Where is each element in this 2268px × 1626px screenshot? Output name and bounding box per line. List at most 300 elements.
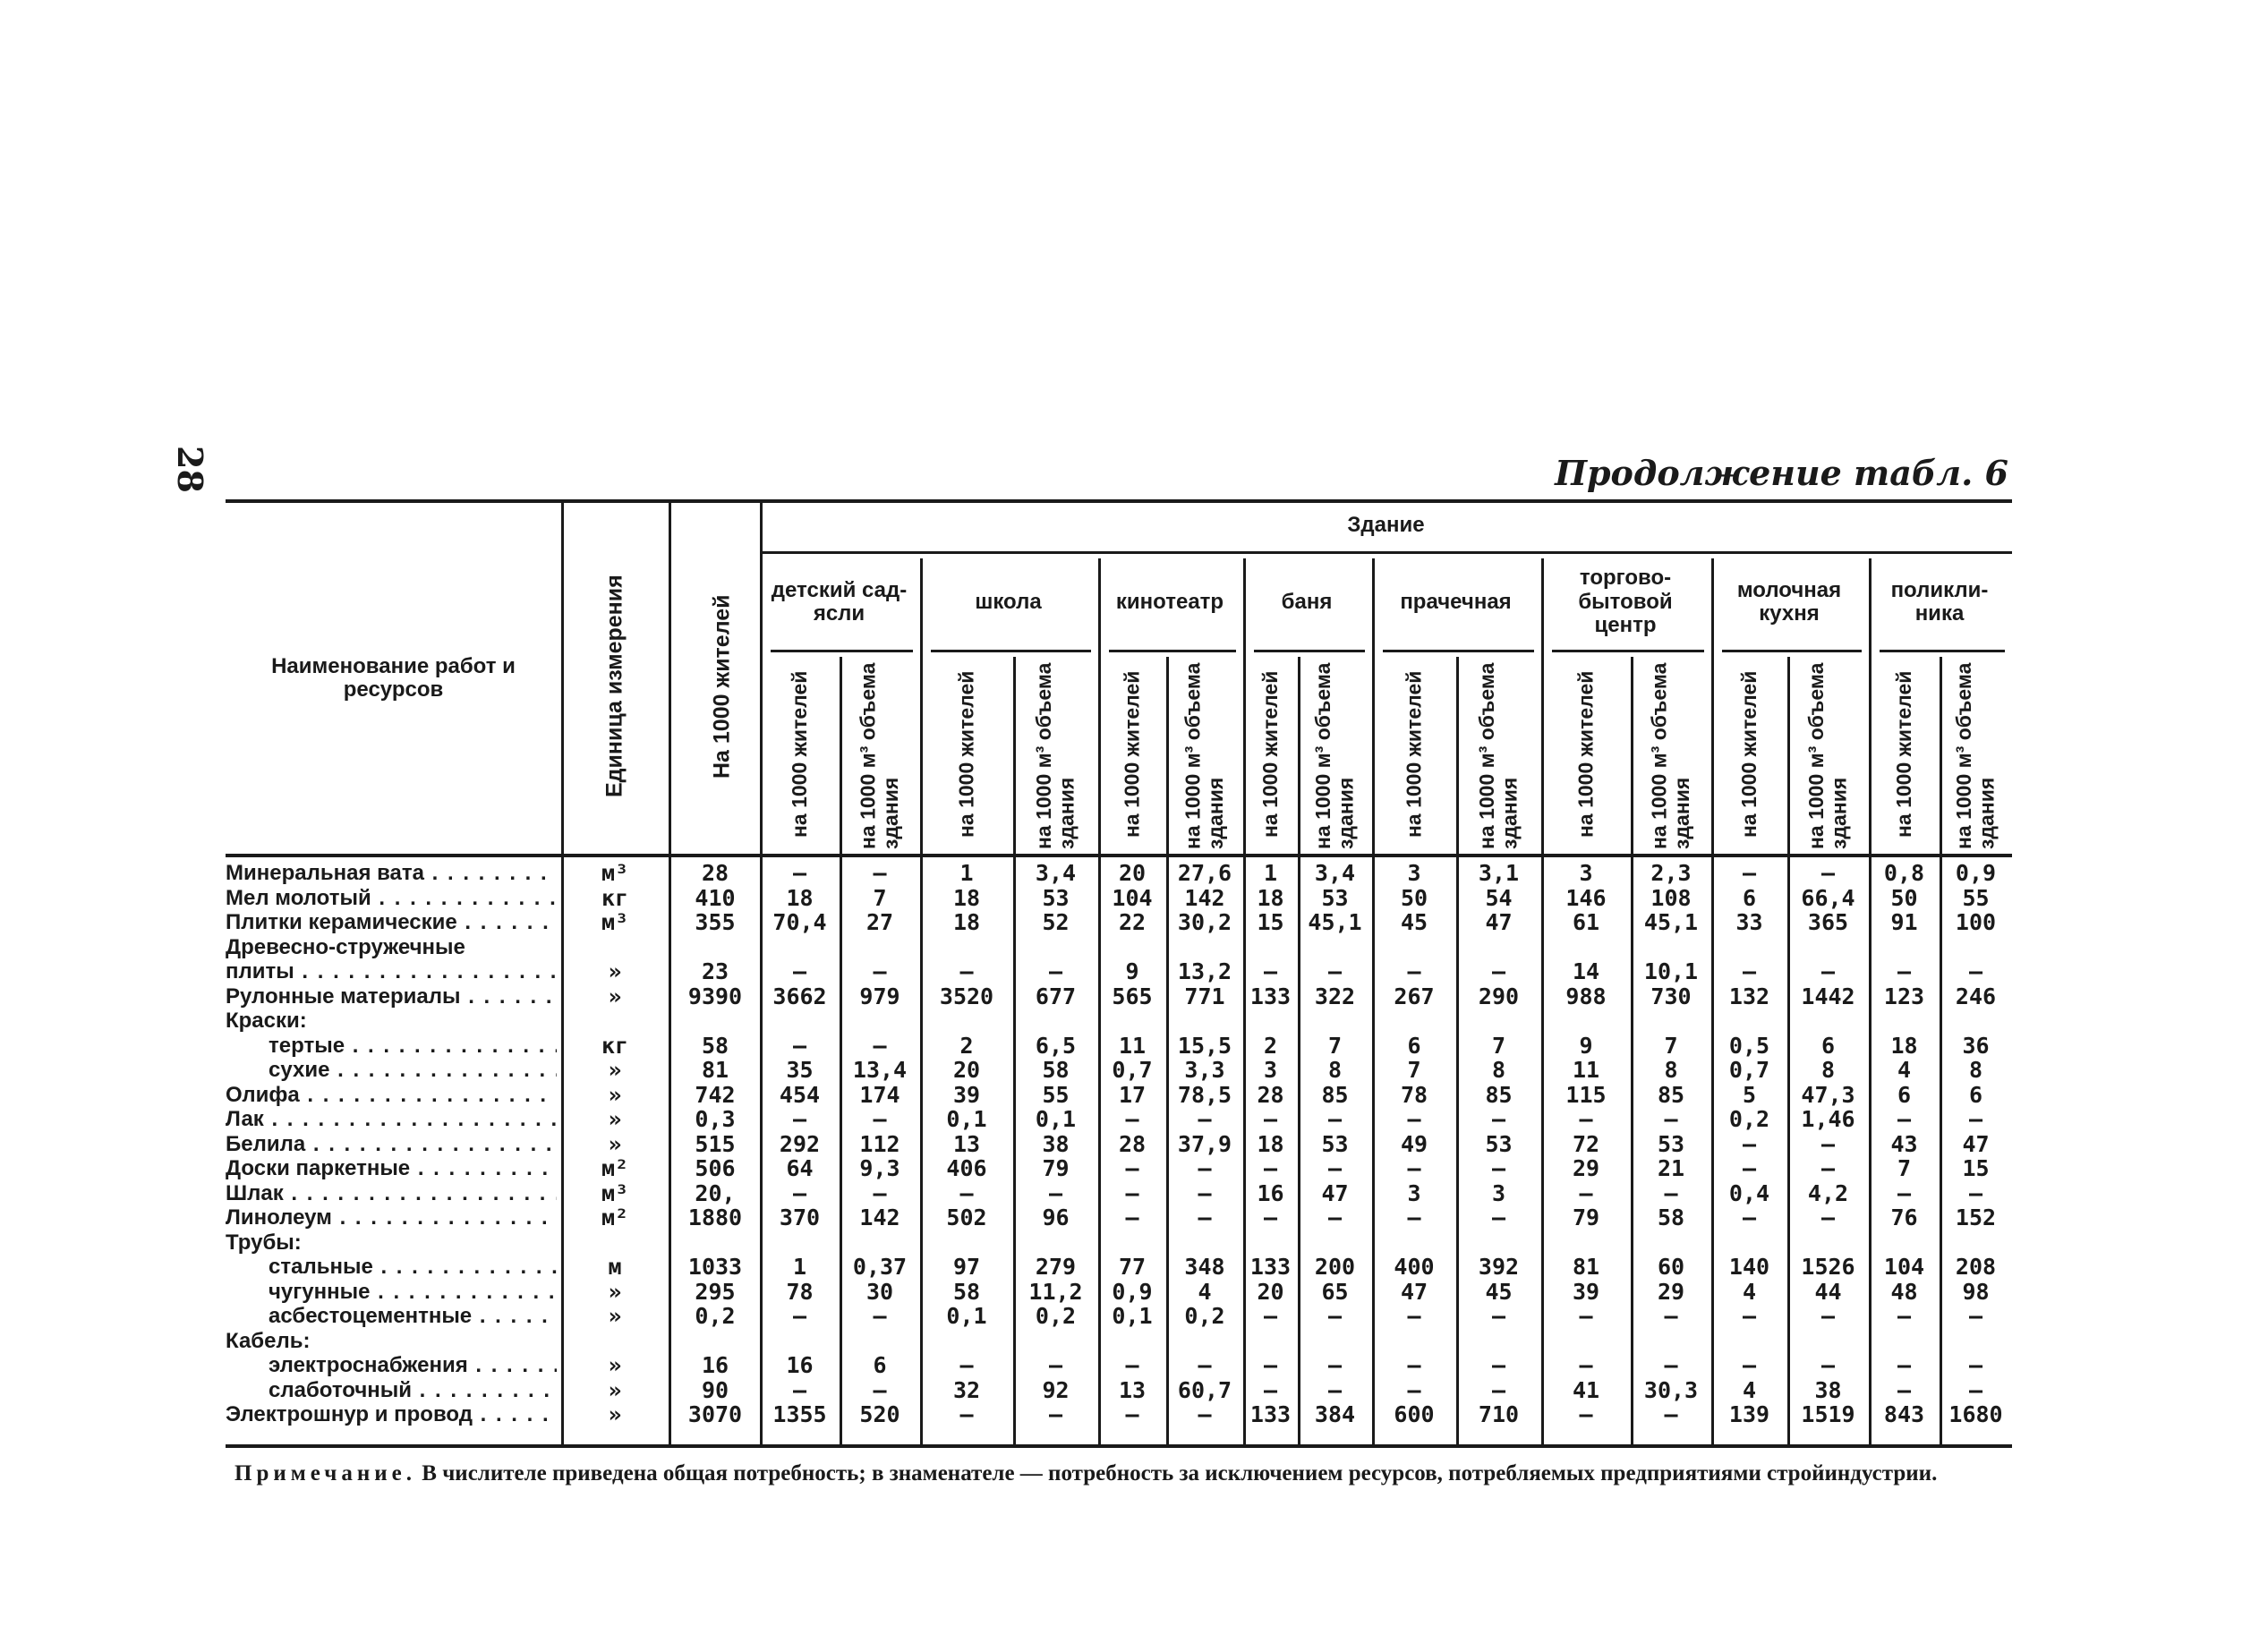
row-value: 23 bbox=[701, 958, 729, 985]
row-value: — bbox=[1327, 1155, 1343, 1182]
table-row bbox=[226, 1132, 2012, 1157]
row-value: — bbox=[873, 958, 887, 985]
table-row bbox=[226, 1181, 2012, 1206]
row-value: 133 bbox=[1249, 1254, 1292, 1281]
row-value: 55 bbox=[1962, 884, 1990, 911]
row-value: 152 bbox=[1955, 1205, 1997, 1231]
row-value: — bbox=[792, 860, 807, 887]
row-value: 3,4 bbox=[1314, 860, 1356, 887]
row-value: 30,3 bbox=[1643, 1376, 1699, 1403]
table-row bbox=[226, 910, 2012, 935]
row-value: 85 bbox=[1321, 1081, 1349, 1108]
row-value: — bbox=[1407, 1155, 1421, 1182]
row-value: — bbox=[873, 860, 887, 887]
row-value: — bbox=[1327, 1106, 1343, 1133]
row-value: 6 bbox=[1897, 1081, 1912, 1108]
row-value: 730 bbox=[1650, 983, 1692, 1009]
row-value: 9,3 bbox=[859, 1155, 900, 1182]
sub-column-rule bbox=[840, 657, 842, 1444]
row-label: Минеральная вата . . . bbox=[226, 861, 557, 886]
row-value: 76 bbox=[1890, 1205, 1918, 1231]
header-sub-per-volume: на 1000 м³ объема здания bbox=[1804, 662, 1851, 849]
row-value: 142 bbox=[1184, 884, 1225, 911]
row-value: — bbox=[1048, 1352, 1063, 1379]
row-value bbox=[920, 1230, 1013, 1256]
row-value: 35 bbox=[786, 1057, 814, 1084]
row-value: — bbox=[1664, 1179, 1678, 1206]
row-value bbox=[1869, 1329, 1940, 1354]
row-unit: » bbox=[608, 1057, 622, 1084]
building-rule bbox=[1098, 558, 1101, 1444]
row-value: — bbox=[1263, 1303, 1278, 1330]
row-value bbox=[1098, 935, 1166, 960]
row-value: 36 bbox=[1962, 1032, 1990, 1059]
row-value: 4 bbox=[1198, 1278, 1212, 1305]
row-value: 33 bbox=[1735, 909, 1763, 936]
row-unit: м² bbox=[601, 1155, 629, 1182]
row-label: тертые . . . bbox=[226, 1034, 557, 1059]
row-value: 290 bbox=[1478, 983, 1520, 1009]
page-number: 28 bbox=[169, 446, 210, 493]
row-value: — bbox=[1742, 860, 1757, 887]
row-value bbox=[1372, 1329, 1456, 1354]
row-value: 104 bbox=[1883, 1254, 1925, 1281]
table-row bbox=[226, 1378, 2012, 1403]
row-value: 48 bbox=[1890, 1278, 1918, 1305]
row-value: 0,7 bbox=[1728, 1057, 1770, 1084]
row-value bbox=[760, 1230, 840, 1256]
row-value: 355 bbox=[695, 909, 736, 936]
row-label: Трубы: bbox=[226, 1230, 302, 1255]
row-value: — bbox=[1327, 1352, 1343, 1379]
table-row bbox=[226, 861, 2012, 886]
row-value: — bbox=[1491, 1376, 1506, 1403]
row-value: — bbox=[1579, 1352, 1593, 1379]
row-value: 61 bbox=[1572, 909, 1600, 936]
row-value: — bbox=[1263, 1155, 1278, 1182]
row-value: — bbox=[873, 1179, 887, 1206]
row-value: 58 bbox=[701, 1032, 729, 1059]
row-value: — bbox=[1968, 1352, 1983, 1379]
row-value: — bbox=[1820, 1352, 1836, 1379]
row-value: — bbox=[1327, 1303, 1343, 1330]
sub-column-rule bbox=[1166, 657, 1169, 1444]
row-unit bbox=[561, 1009, 669, 1034]
table-row bbox=[226, 1280, 2012, 1305]
row-value: 108 bbox=[1650, 884, 1692, 911]
row-value: — bbox=[1407, 1352, 1421, 1379]
row-unit: » bbox=[608, 983, 622, 1009]
row-value: 133 bbox=[1249, 1401, 1292, 1428]
row-value: 22 bbox=[1118, 909, 1147, 936]
row-value bbox=[1298, 1009, 1372, 1034]
row-value: 0,9 bbox=[1112, 1278, 1153, 1305]
row-value bbox=[1631, 935, 1711, 960]
row-unit: » bbox=[608, 1106, 622, 1133]
row-value: — bbox=[1897, 1179, 1912, 1206]
row-value: 15 bbox=[1257, 909, 1284, 936]
row-value: 60,7 bbox=[1177, 1376, 1232, 1403]
row-value: 267 bbox=[1394, 983, 1435, 1009]
row-value: 677 bbox=[1035, 983, 1077, 1009]
row-value: — bbox=[1968, 958, 1983, 985]
row-value: 988 bbox=[1565, 983, 1607, 1009]
row-value: — bbox=[1263, 958, 1278, 985]
continuation-label: Продолжение табл. 6 bbox=[1555, 453, 2008, 493]
row-value: 81 bbox=[1572, 1254, 1600, 1281]
row-value bbox=[1298, 1329, 1372, 1354]
row-value: 2 bbox=[959, 1032, 974, 1059]
row-value: 1680 bbox=[1948, 1401, 2003, 1428]
table-row bbox=[226, 935, 2012, 960]
row-value: 140 bbox=[1728, 1254, 1770, 1281]
row-unit: » bbox=[608, 1376, 622, 1403]
row-value: 0,8 bbox=[1883, 860, 1925, 887]
row-value bbox=[1098, 1230, 1166, 1256]
building-rule bbox=[1541, 558, 1544, 1444]
row-value: 47 bbox=[1485, 909, 1513, 936]
row-value: 3520 bbox=[939, 983, 994, 1009]
header-sub-per-residents: на 1000 жителей bbox=[1573, 670, 1598, 839]
row-value: 1526 bbox=[1801, 1254, 1855, 1281]
row-value: 85 bbox=[1657, 1081, 1685, 1108]
row-value: 32 bbox=[952, 1376, 981, 1403]
header-building-2: школа bbox=[975, 589, 1042, 614]
building-rule bbox=[1711, 558, 1714, 1444]
row-value bbox=[1013, 1009, 1098, 1034]
row-value: — bbox=[1742, 1130, 1757, 1157]
row-value: 45,1 bbox=[1643, 909, 1699, 936]
row-value: — bbox=[1742, 1155, 1757, 1182]
row-value bbox=[1940, 1230, 2012, 1256]
row-value bbox=[840, 1230, 920, 1256]
row-value: 322 bbox=[1314, 983, 1356, 1009]
row-value: 64 bbox=[786, 1155, 814, 1182]
row-value: 53 bbox=[1321, 1130, 1349, 1157]
header-sub-per-volume: на 1000 м³ объема здания bbox=[1032, 662, 1079, 849]
building-sub-rule bbox=[1722, 650, 1862, 652]
row-unit bbox=[561, 1230, 669, 1256]
row-value: 9 bbox=[1125, 958, 1139, 985]
row-value: 1442 bbox=[1801, 983, 1855, 1009]
row-label: Белила . . . bbox=[226, 1132, 557, 1157]
row-value: — bbox=[1897, 958, 1912, 985]
row-value: 9 bbox=[1579, 1032, 1593, 1059]
row-value: 44 bbox=[1814, 1278, 1842, 1305]
row-value bbox=[760, 1329, 840, 1354]
row-unit: м³ bbox=[601, 1179, 629, 1206]
row-value: 17 bbox=[1118, 1081, 1147, 1108]
row-value: 5 bbox=[1742, 1081, 1757, 1108]
row-value bbox=[1243, 1009, 1298, 1034]
row-value: — bbox=[1968, 1376, 1983, 1403]
row-value: — bbox=[1327, 958, 1343, 985]
row-value: — bbox=[1125, 1401, 1139, 1428]
header-sub-per-residents: на 1000 жителей bbox=[1120, 670, 1144, 839]
row-value bbox=[1711, 1329, 1787, 1354]
table-row bbox=[226, 1083, 2012, 1108]
row-value bbox=[1243, 1230, 1298, 1256]
row-label: Мел молотый . . . bbox=[226, 886, 557, 911]
group-rule bbox=[760, 551, 2012, 554]
row-value: 3 bbox=[1491, 1179, 1506, 1206]
row-value: — bbox=[1263, 1352, 1278, 1379]
row-value: 79 bbox=[1042, 1155, 1070, 1182]
row-value: 85 bbox=[1485, 1081, 1513, 1108]
row-value: 18 bbox=[1257, 884, 1284, 911]
row-value: 142 bbox=[859, 1205, 900, 1231]
row-value: — bbox=[1820, 860, 1836, 887]
row-value: 8 bbox=[1968, 1057, 1983, 1084]
row-label: Краски: bbox=[226, 1009, 307, 1033]
row-label: Лак . . . bbox=[226, 1107, 557, 1132]
row-label: чугунные . . . bbox=[226, 1280, 557, 1305]
row-value: 43 bbox=[1890, 1130, 1918, 1157]
row-value: 79 bbox=[1572, 1205, 1600, 1231]
header-building-group: Здание bbox=[1347, 512, 1425, 537]
building-rule bbox=[1869, 558, 1872, 1444]
header-sub-per-residents: на 1000 жителей bbox=[1891, 670, 1915, 839]
row-value: 0,9 bbox=[1955, 860, 1997, 887]
row-value bbox=[1541, 1329, 1631, 1354]
row-value bbox=[1541, 935, 1631, 960]
row-value: — bbox=[1820, 958, 1836, 985]
row-value: 20 bbox=[952, 1057, 981, 1084]
row-value bbox=[1166, 1329, 1243, 1354]
row-value: — bbox=[1491, 1205, 1506, 1231]
row-value: 979 bbox=[859, 983, 900, 1009]
row-value: 1355 bbox=[772, 1401, 827, 1428]
rule-after-name bbox=[561, 503, 564, 1444]
sub-column-rule bbox=[1787, 657, 1790, 1444]
table-row bbox=[226, 984, 2012, 1009]
row-value: — bbox=[959, 1352, 974, 1379]
row-value: 1 bbox=[1263, 860, 1278, 887]
row-value: 96 bbox=[1042, 1205, 1070, 1231]
row-value: — bbox=[1407, 1106, 1421, 1133]
row-value: 60 bbox=[1657, 1254, 1685, 1281]
row-value: 91 bbox=[1890, 909, 1918, 936]
row-value bbox=[1787, 1329, 1869, 1354]
row-value: 365 bbox=[1807, 909, 1849, 936]
header-sub-per-volume: на 1000 м³ объема здания bbox=[1311, 662, 1358, 849]
table-row bbox=[226, 1402, 2012, 1427]
row-value: 0,4 bbox=[1728, 1179, 1770, 1206]
row-value: 0,37 bbox=[852, 1254, 908, 1281]
row-value: — bbox=[959, 1179, 974, 1206]
row-value bbox=[1166, 935, 1243, 960]
sub-column-rule bbox=[1013, 657, 1016, 1444]
header-building-8: поликли-ника bbox=[1890, 577, 1989, 626]
header-sub-per-volume: на 1000 м³ объема здания bbox=[1952, 662, 1999, 849]
sub-column-rule bbox=[1631, 657, 1633, 1444]
row-value: 6,5 bbox=[1035, 1032, 1077, 1059]
row-value: 515 bbox=[695, 1130, 736, 1157]
row-value: 600 bbox=[1394, 1401, 1435, 1428]
row-value: 0,2 bbox=[695, 1303, 736, 1330]
row-value: 1519 bbox=[1801, 1401, 1855, 1428]
row-value bbox=[1541, 1230, 1631, 1256]
table-row bbox=[226, 1304, 2012, 1329]
row-value: — bbox=[873, 1106, 887, 1133]
row-value: — bbox=[1897, 1106, 1912, 1133]
building-rule bbox=[920, 558, 923, 1444]
row-value: — bbox=[1664, 1352, 1678, 1379]
row-value bbox=[920, 1329, 1013, 1354]
row-label: стальные . . . bbox=[226, 1255, 557, 1280]
row-value: 3 bbox=[1579, 860, 1593, 887]
row-value: 771 bbox=[1184, 983, 1225, 1009]
row-label: слаботочный . . . bbox=[226, 1378, 557, 1403]
building-sub-rule bbox=[771, 650, 913, 652]
row-value: — bbox=[1742, 1352, 1757, 1379]
row-value: 7 bbox=[1897, 1155, 1912, 1182]
row-value: 0,7 bbox=[1112, 1057, 1153, 1084]
row-value: 115 bbox=[1565, 1081, 1607, 1108]
table-row bbox=[226, 1205, 2012, 1230]
row-value: 49 bbox=[1400, 1130, 1428, 1157]
row-value: 13,2 bbox=[1177, 958, 1232, 985]
row-value: 27 bbox=[865, 909, 894, 936]
row-value: 3070 bbox=[687, 1401, 743, 1428]
row-value: — bbox=[1327, 1205, 1343, 1231]
row-value: 132 bbox=[1728, 983, 1770, 1009]
row-value: 0,2 bbox=[1184, 1303, 1225, 1330]
row-value: 7 bbox=[1664, 1032, 1678, 1059]
row-value bbox=[1456, 935, 1541, 960]
row-value bbox=[1940, 935, 2012, 960]
row-value: — bbox=[1820, 1303, 1836, 1330]
row-value: — bbox=[1125, 1155, 1139, 1182]
header-per1000-column: На 1000 жителей bbox=[709, 594, 735, 779]
row-value: 45,1 bbox=[1308, 909, 1362, 936]
building-sub-rule bbox=[1383, 650, 1534, 652]
row-value: 3,1 bbox=[1478, 860, 1520, 887]
row-value: 6 bbox=[1407, 1032, 1421, 1059]
row-value: 8 bbox=[1664, 1057, 1678, 1084]
row-value: 7 bbox=[1491, 1032, 1506, 1059]
row-value bbox=[670, 935, 760, 960]
header-building-4: баня bbox=[1281, 589, 1333, 614]
row-value: 1 bbox=[792, 1254, 807, 1281]
row-value bbox=[1166, 1009, 1243, 1034]
row-value: — bbox=[1407, 1205, 1421, 1231]
row-value bbox=[670, 1009, 760, 1034]
header-sub-per-residents: на 1000 жителей bbox=[787, 670, 811, 839]
row-value: 139 bbox=[1728, 1401, 1770, 1428]
building-sub-rule bbox=[1254, 650, 1365, 652]
row-value: — bbox=[1048, 1179, 1063, 1206]
row-value: — bbox=[1579, 1303, 1593, 1330]
row-value: 81 bbox=[701, 1057, 729, 1084]
row-value: 3 bbox=[1407, 1179, 1421, 1206]
row-value: 384 bbox=[1314, 1401, 1356, 1428]
row-value bbox=[1869, 935, 1940, 960]
row-label: асбестоцементные . . . bbox=[226, 1304, 557, 1329]
row-value: 2 bbox=[1263, 1032, 1278, 1059]
building-rule bbox=[1372, 558, 1375, 1444]
table-row bbox=[226, 1353, 2012, 1378]
row-value bbox=[1456, 1230, 1541, 1256]
row-value: 18 bbox=[1890, 1032, 1918, 1059]
row-value: — bbox=[1491, 1106, 1506, 1133]
row-value: 0,3 bbox=[695, 1106, 736, 1133]
row-value: 18 bbox=[786, 884, 814, 911]
building-sub-rule bbox=[1880, 650, 2005, 652]
row-value: 65 bbox=[1321, 1278, 1349, 1305]
row-value: 4 bbox=[1742, 1376, 1757, 1403]
table-row bbox=[226, 1009, 2012, 1034]
row-value: 52 bbox=[1042, 909, 1070, 936]
row-value: 502 bbox=[946, 1205, 987, 1231]
row-value: — bbox=[1820, 1205, 1836, 1231]
row-value: 520 bbox=[859, 1401, 900, 1428]
row-label: сухие . . . bbox=[226, 1058, 557, 1083]
row-value: 66,4 bbox=[1801, 884, 1855, 911]
row-value: 6 bbox=[1968, 1081, 1983, 1108]
row-value: 16 bbox=[1257, 1179, 1284, 1206]
row-value bbox=[1940, 1009, 2012, 1034]
header-sub-per-volume: на 1000 м³ объема здания bbox=[1647, 662, 1693, 849]
row-label: Шлак . . . bbox=[226, 1181, 557, 1206]
header-sub-per-residents: на 1000 жителей bbox=[954, 670, 978, 839]
row-value: 70,4 bbox=[772, 909, 827, 936]
row-value bbox=[1631, 1230, 1711, 1256]
row-value: 90 bbox=[701, 1376, 729, 1403]
header-building-5: прачечная bbox=[1400, 589, 1512, 614]
row-value: — bbox=[1407, 1376, 1421, 1403]
row-value: 4,2 bbox=[1807, 1179, 1849, 1206]
header-sub-per-residents: на 1000 жителей bbox=[1258, 670, 1282, 839]
row-value: 29 bbox=[1657, 1278, 1685, 1305]
row-value bbox=[670, 1329, 760, 1354]
row-unit: » bbox=[608, 1303, 622, 1330]
row-value bbox=[1541, 1009, 1631, 1034]
row-value: 78 bbox=[786, 1278, 814, 1305]
row-label: Электрошнур и провод . . . bbox=[226, 1402, 557, 1427]
row-value bbox=[1166, 1230, 1243, 1256]
row-value: 10,1 bbox=[1643, 958, 1699, 985]
row-unit: м² bbox=[601, 1205, 629, 1231]
table-row bbox=[226, 959, 2012, 984]
row-value: 11 bbox=[1118, 1032, 1147, 1059]
row-value: — bbox=[1491, 1303, 1506, 1330]
row-value: 1,46 bbox=[1801, 1106, 1855, 1133]
row-value: 400 bbox=[1394, 1254, 1435, 1281]
header-sub-per-volume: на 1000 м³ объема здания bbox=[856, 662, 902, 849]
row-value: — bbox=[1491, 958, 1506, 985]
header-sub-per-residents: на 1000 жителей bbox=[1402, 670, 1426, 839]
row-value: — bbox=[792, 958, 807, 985]
row-value: 47 bbox=[1962, 1130, 1990, 1157]
row-value: 6 bbox=[1742, 884, 1757, 911]
row-value: 710 bbox=[1478, 1401, 1520, 1428]
row-value: 246 bbox=[1955, 983, 1997, 1009]
header-sub-per-volume: на 1000 м³ объема здания bbox=[1475, 662, 1522, 849]
row-value bbox=[1869, 1230, 1940, 1256]
row-value bbox=[1869, 1009, 1940, 1034]
row-value bbox=[1631, 1009, 1711, 1034]
row-value bbox=[1372, 1230, 1456, 1256]
row-label: Кабель: bbox=[226, 1328, 311, 1353]
row-value bbox=[1098, 1009, 1166, 1034]
row-value: — bbox=[792, 1179, 807, 1206]
row-value: 1880 bbox=[687, 1205, 743, 1231]
row-value: 370 bbox=[779, 1205, 821, 1231]
row-value: — bbox=[1407, 958, 1421, 985]
row-value: 13 bbox=[952, 1130, 981, 1157]
header-unit-column: Единица измерения bbox=[601, 575, 627, 798]
